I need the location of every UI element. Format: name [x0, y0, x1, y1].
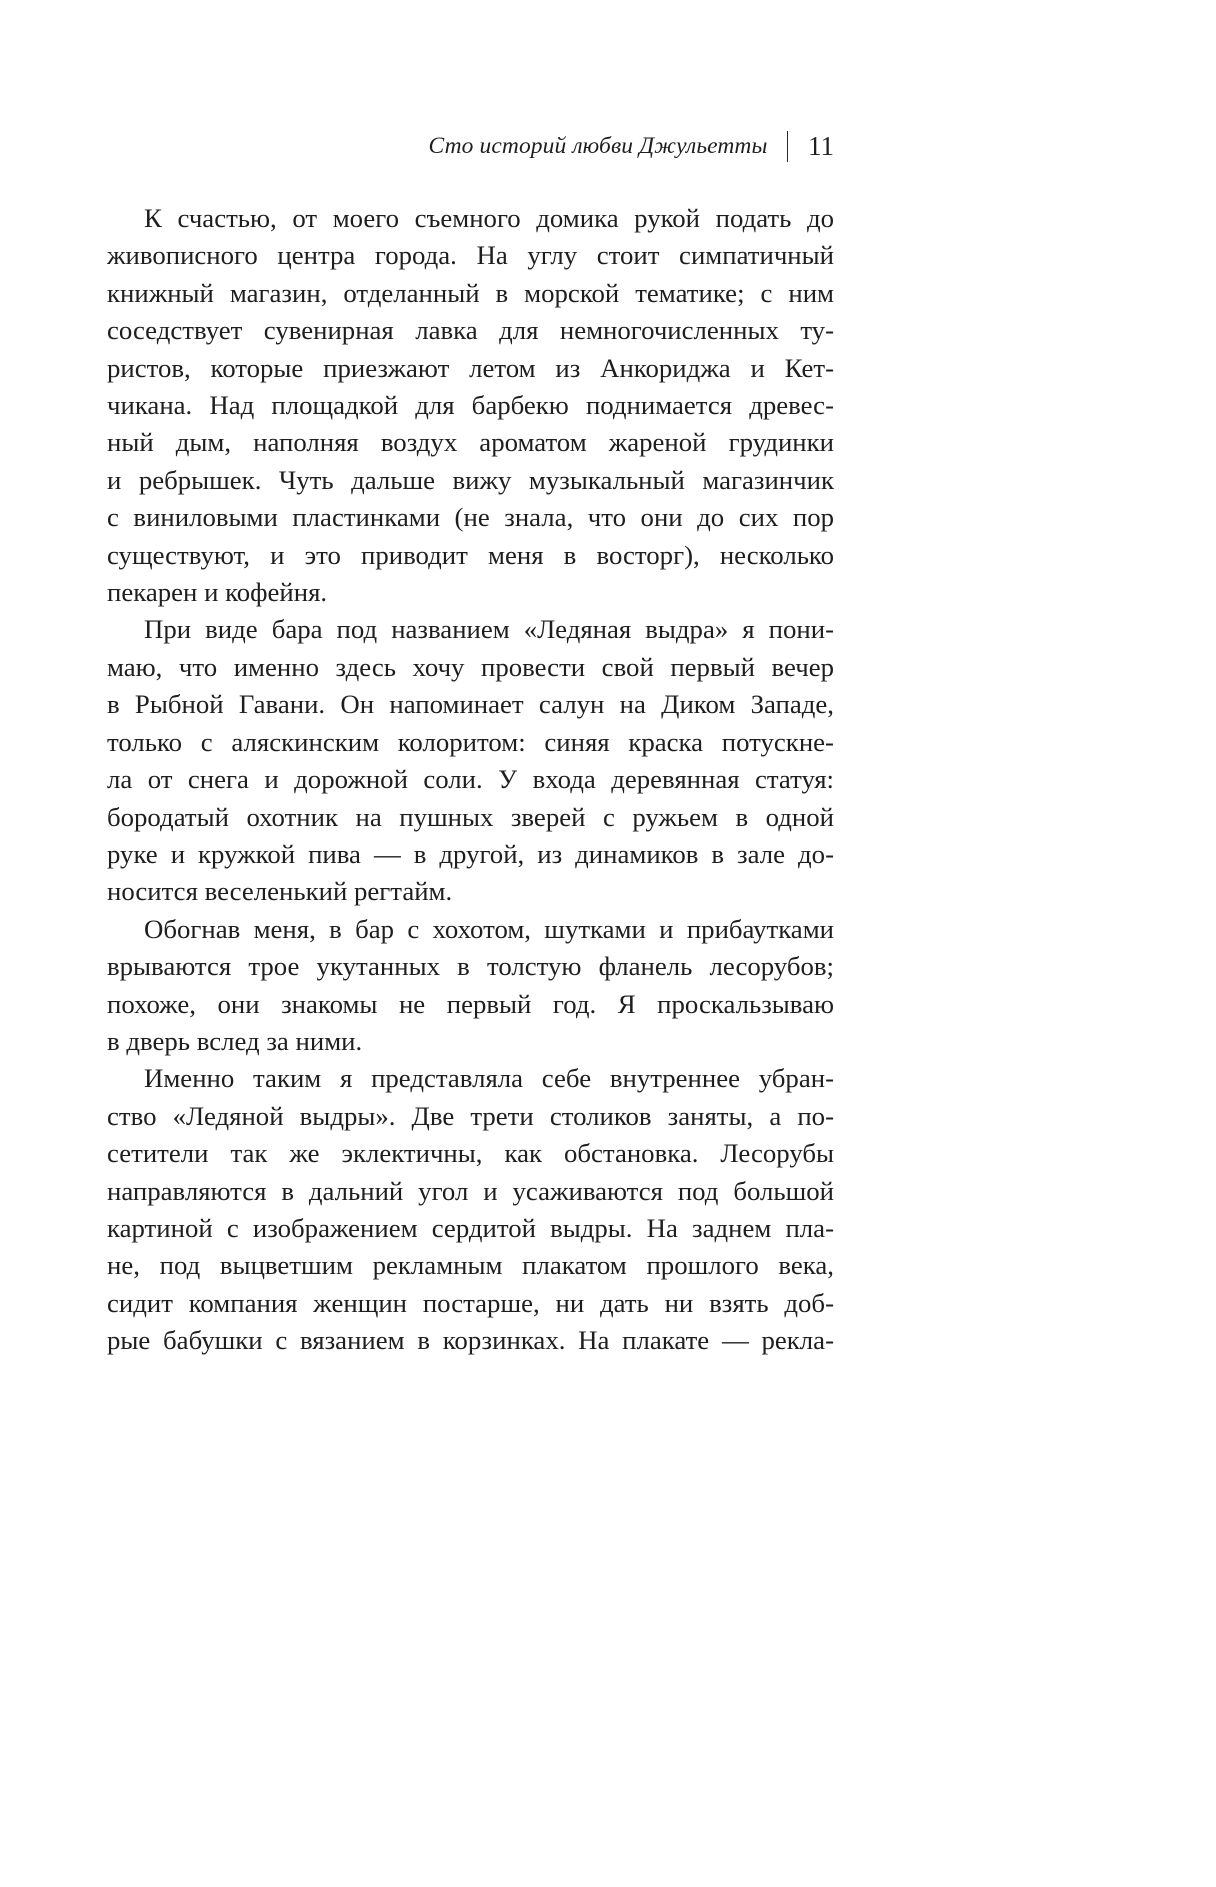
text-line: похоже, они знакомы не первый год. Я проскальзываю [107, 988, 834, 1019]
paragraph-3 [107, 911, 834, 1061]
text-line: картиной с изображением сердитой выдры. На заднем пла- [107, 1212, 834, 1243]
text-line: сидит компания женщин постарше, ни дать ни взять доб- [107, 1287, 834, 1318]
text-line: соседствует сувенирная лавка для немногочисленных ту- [107, 315, 834, 346]
text-line: ла от снега и дорожной соли. У входа деревянная статуя: [107, 764, 834, 795]
text-line: ристов, которые приезжают летом из Анкориджа и Кет- [107, 352, 834, 383]
running-head-divider [787, 131, 789, 162]
text-line: книжный магазин, отделанный в морской тематике; с ним [107, 277, 834, 308]
text-line: врываются трое укутанных в толстую фланель лесорубов; [107, 951, 834, 982]
text-line: направляются в дальний угол и усаживаются под большой [107, 1175, 834, 1206]
running-head [107, 126, 834, 166]
page-number: 11 [808, 130, 834, 161]
text-line: бородатый охотник на пушных зверей с ружьем в одной [107, 801, 834, 832]
text-line: и ребрышек. Чуть дальше вижу музыкальный магазинчик [107, 464, 834, 495]
paragraph-2 [107, 611, 834, 910]
text-line: чикана. Над площадкой для барбекю поднимается древес- [107, 390, 834, 421]
running-head-title: Сто историй любви Джульетты [428, 132, 768, 159]
text-line: Обогнав меня, в бар с хохотом, шутками и прибаутками [144, 913, 834, 944]
text-line: в дверь вслед за ними. [107, 1025, 363, 1056]
text-line: в Рыбной Гавани. Он напоминает салун на Диком Западе, [107, 689, 834, 720]
text-line: При виде бара под названием «Ледяная выдра» я пони- [144, 614, 834, 645]
text-line: рые бабушки с вязанием в корзинках. На плакате — рекла- [107, 1325, 834, 1356]
text-line: ство «Ледяной выдры». Две трети столиков заняты, а по- [107, 1100, 834, 1131]
text-line: ный дым, наполняя воздух ароматом жареной грудинки [107, 427, 834, 458]
text-line: с виниловыми пластинками (не знала, что они до сих пор [107, 502, 834, 533]
text-line: пекарен и кофейня. [107, 577, 328, 608]
text-line: К счастью, от моего съемного домика рукой подать до [144, 203, 834, 233]
paragraph-4 [107, 1060, 834, 1359]
text-line: только с аляскинским колоритом: синяя краска потускне- [107, 726, 834, 757]
text-line: сетители так же эклектичны, как обстановка. Лесорубы [107, 1138, 834, 1169]
paragraph-1 [107, 200, 834, 611]
body-text [107, 200, 834, 1360]
text-line: живописного центра города. На углу стоит симпатичный [107, 240, 834, 271]
text-line: носится веселенький регтайм. [107, 876, 453, 907]
text-line: существуют, и это приводит меня в восторг), несколько [107, 539, 834, 570]
text-line: Именно таким я представляла себе внутреннее убран- [144, 1063, 834, 1094]
text-line: маю, что именно здесь хочу провести свой первый вечер [107, 651, 834, 682]
text-line: руке и кружкой пива — в другой, из динамиков в зале до- [107, 838, 834, 869]
text-line: не, под выцветшим рекламным плакатом прошлого века, [107, 1250, 834, 1281]
